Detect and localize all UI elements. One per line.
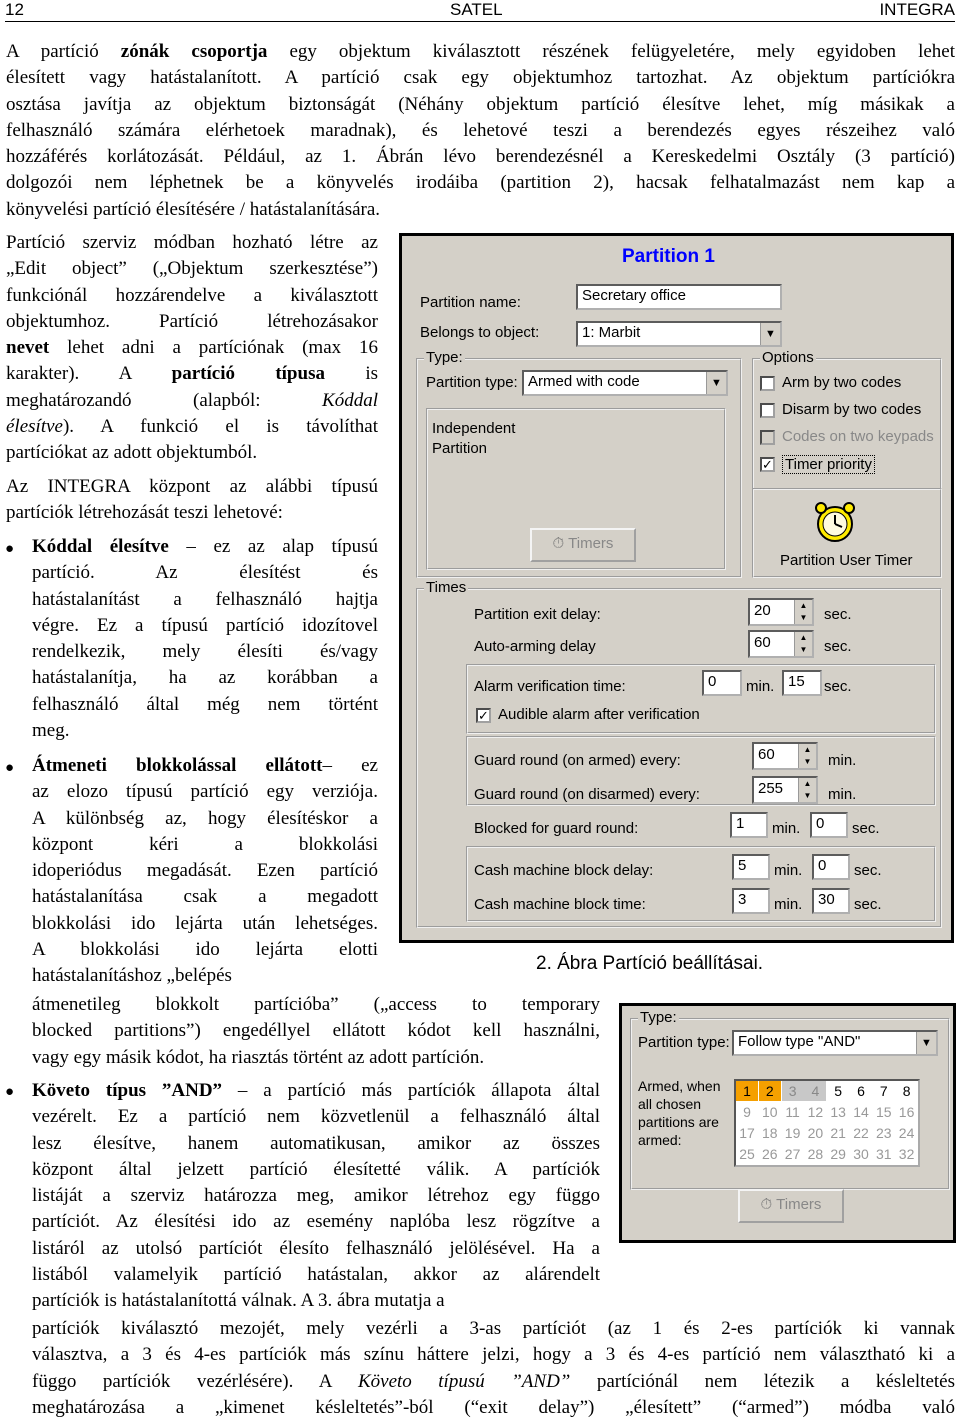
text-line: meghatározása a „kimenet késleltetés”-ból (“exit delay”) „élesített” (“armed”) módba való: [32, 1396, 955, 1418]
guard-round-panel: [466, 736, 936, 806]
partition-cell-15[interactable]: 15: [876, 1104, 892, 1120]
bullet-code-armed: [32, 534, 378, 744]
two-keypads-checkbox: [760, 430, 775, 445]
partition-type-select[interactable]: [522, 370, 728, 396]
text-line: átmenetileg blokkolt partícióba” („access to temporary: [32, 994, 600, 1015]
partition-cell-30[interactable]: 30: [853, 1146, 869, 1162]
text-line: vezérelt. Ez a partíció nem közvetlenül a felhasználó által: [32, 1106, 600, 1128]
blocked-guard-min-unit: min.: [772, 820, 801, 837]
partition-cell-8[interactable]: 8: [902, 1083, 911, 1099]
timers-button-2[interactable]: [738, 1189, 844, 1223]
text-line: idoperiódus megadását. Ezen partíció: [32, 860, 378, 882]
text-line: meg.: [32, 720, 70, 742]
cash-time-min-unit: min.: [774, 896, 803, 913]
text-line: Követo típus ”AND” – a partíció más partíciók állapota által: [32, 1080, 601, 1101]
text-line: hatástalanítást a felhasználó hajtja: [32, 588, 378, 610]
bullet-dot: ●: [5, 541, 15, 557]
type-group-2-title: Type:: [640, 1009, 677, 1026]
cash-time-label: Cash machine block time:: [474, 896, 646, 913]
spin-arrows-icon[interactable]: ▲ ▼: [798, 778, 816, 802]
arm-two-codes-checkbox[interactable]: [760, 376, 775, 391]
partition-cell-6[interactable]: 6: [857, 1083, 865, 1099]
text-line: A különbség az, hogy élesítéskor a: [32, 807, 378, 829]
bullet-temporary-block: [32, 753, 378, 990]
guard-disarmed-input[interactable]: [752, 776, 818, 804]
partition-cell-26[interactable]: 26: [762, 1146, 778, 1162]
text-line: felhasználó által még nem történt: [32, 693, 378, 715]
text-line: központ által jelzett partíció élesítetté válik. A partíciók: [32, 1158, 600, 1180]
guard-disarmed-unit: min.: [828, 786, 857, 803]
partition-cell-25[interactable]: 25: [739, 1146, 755, 1162]
partition-cell-29[interactable]: 29: [830, 1146, 846, 1162]
text-line: partíciókat az adott objektumból.: [6, 442, 258, 464]
partition-cell-23[interactable]: 23: [876, 1125, 892, 1141]
partition-type-label: Partition type:: [426, 374, 518, 391]
partition-cell-31[interactable]: 31: [876, 1146, 892, 1162]
cash-delay-sec-input[interactable]: 0: [812, 854, 850, 880]
chevron-down-icon: ▼: [916, 1032, 936, 1054]
text-line: partíciók kiválasztó mezojét, mely vezérli a 3-as partíciót (az 1 és 2-es partíciók ki vannak: [32, 1318, 955, 1339]
text-line: A blokkolási ido lejárta elotti: [32, 939, 378, 961]
text-line: partíciók létrehozását teszi lehetové:: [6, 502, 283, 524]
alarm-clock-icon: [812, 500, 858, 544]
alarm-verification-sec-unit: sec.: [824, 678, 852, 695]
text-line: partíciót. Az élesítési ido az esemény naplóba lesz rögzítve a: [32, 1211, 600, 1233]
partition-cell-16[interactable]: 16: [898, 1104, 915, 1120]
spin-arrows-icon[interactable]: ▲ ▼: [798, 744, 816, 768]
blocked-guard-label: Blocked for guard round:: [474, 820, 639, 837]
guard-disarmed-value: 255: [758, 780, 784, 797]
text-line: Átmeneti blokkolással ellátott– ez: [32, 755, 378, 776]
user-timer-panel: [752, 488, 942, 578]
text-line: listáról az utolsó partíciót élesíto felhasználó jelölésével. Ha a: [32, 1237, 600, 1259]
disarm-two-codes-checkbox[interactable]: [760, 403, 775, 418]
text-line: vagy egy másik kódot, ha riasztás történt az adott partíción.: [32, 1046, 485, 1068]
times-group: [416, 579, 942, 928]
text-line: választva, a 3 és 4-es partíciók más színu háttere jelzi, hogy a 3 és 4-es partíció nem választható ki a: [32, 1344, 955, 1366]
partition-cell-2[interactable]: 2: [759, 1081, 781, 1101]
exit-delay-unit: sec.: [824, 606, 852, 623]
audible-alarm-label: Audible alarm after verification: [498, 706, 700, 723]
text-line: nevet lehet adni a partíciónak (max 16: [6, 337, 378, 359]
blocked-guard-min-input[interactable]: 1: [730, 812, 768, 838]
partition-cell-11[interactable]: 11: [785, 1104, 800, 1120]
partition-cell-28[interactable]: 28: [807, 1146, 824, 1162]
partition-cell-24[interactable]: 24: [898, 1125, 915, 1141]
stopwatch-icon: ⏱: [760, 1196, 773, 1213]
text-line: rendelkezik, mely élesíti és/vagy: [32, 641, 378, 663]
exit-delay-value: 20: [754, 602, 771, 619]
partition-type-value-2: Follow type "AND": [738, 1033, 861, 1050]
page-header: [5, 0, 955, 22]
blocked-guard-sec-input[interactable]: 0: [810, 812, 848, 838]
text-line: könyvelési partíció élesítésére / hatástalanítására.: [6, 198, 381, 220]
independent-label-line2: Partition: [432, 440, 488, 457]
partition-cell-14[interactable]: 14: [853, 1104, 869, 1120]
timers-button[interactable]: [530, 528, 636, 562]
chevron-down-icon: ▼: [760, 323, 780, 345]
text-line: lesz élesítve, hanem automatikusan, amikor az összes: [32, 1132, 600, 1154]
bullet-follow-and: [32, 1078, 600, 1315]
disarm-two-codes-label: Disarm by two codes: [782, 401, 922, 418]
types-intro-paragraph: [6, 474, 378, 527]
partition-selector-grid: [734, 1079, 920, 1167]
options-group-title: Options: [762, 349, 814, 366]
partition-cell-13[interactable]: 13: [830, 1104, 846, 1120]
timers-button-label: Timers: [568, 535, 614, 552]
partition-cell-12[interactable]: 12: [807, 1104, 824, 1120]
text-line: funkciónál hozzárendelve a kiválasztott: [6, 284, 378, 306]
spin-arrows-icon[interactable]: ▲ ▼: [794, 632, 812, 656]
belongs-to-object-label: Belongs to object:: [420, 324, 540, 341]
partition-cell-17[interactable]: 17: [739, 1125, 755, 1141]
cash-delay-min-unit: min.: [774, 862, 803, 879]
cash-delay-label: Cash machine block delay:: [474, 862, 654, 879]
exit-delay-input[interactable]: [748, 598, 814, 626]
cash-time-sec-unit: sec.: [854, 896, 882, 913]
text-line: objektumhoz. Partíció létrehozásakor: [6, 310, 378, 332]
two-keypads-label: Codes on two keypads: [782, 428, 934, 445]
partition-cell-10[interactable]: 10: [762, 1104, 778, 1120]
partition-cell-19[interactable]: 19: [784, 1125, 801, 1141]
alarm-verification-panel: [466, 664, 936, 734]
guard-armed-value: 60: [758, 746, 775, 763]
auto-arming-unit: sec.: [824, 638, 852, 655]
text-line: Kóddal élesítve – ez az alap típusú: [32, 536, 378, 557]
partition-cell-7[interactable]: 7: [879, 1083, 888, 1099]
text-line: hatástalanítása csak a megadott: [32, 886, 378, 908]
text-line: hatástalanításhoz „belépés: [32, 965, 232, 987]
armed-when-line3: partitions are: [638, 1114, 719, 1130]
text-line: hatástalanítja, ha az korábban a: [32, 667, 378, 689]
partition-cell-4[interactable]: 4: [804, 1081, 826, 1101]
chevron-down-icon: ▼: [706, 372, 726, 394]
partition-creation-paragraph: [6, 230, 378, 467]
figure-caption: 2. Ábra Partíció beállításai.: [536, 953, 764, 974]
alarm-verification-min-input[interactable]: 0: [702, 670, 742, 696]
bullet-dot: ●: [5, 760, 15, 776]
belongs-to-object-value: 1: Marbit: [582, 324, 641, 341]
partition-cell-5[interactable]: 5: [834, 1083, 843, 1099]
partition-name-input[interactable]: Secretary office: [576, 284, 782, 310]
armed-when-line4: armed:: [638, 1132, 682, 1148]
bullet-temporary-block-continued: [32, 992, 600, 1071]
timers-button-2-label: Timers: [776, 1196, 822, 1213]
belongs-to-object-select[interactable]: [576, 321, 782, 347]
text-line: függo partíciók vezérlésére). A Követo típusú ”AND” partíciónál nem létezik a késleltetés: [32, 1370, 956, 1392]
partition-cell-27[interactable]: 27: [784, 1146, 801, 1162]
text-line: listából valamelyik partíció hatástalan, akkor az alárendelt: [32, 1264, 600, 1286]
text-line: osztása javítja az objektum biztonságát (Néhány objektum partíció élesítve lehet, míg másikak a: [6, 93, 955, 115]
text-line: élesített vagy hatástalanított. A partíció csak egy objektumhoz tartozhat. Az objektum partíciókra: [6, 67, 955, 89]
armed-when-line1: Armed, when: [638, 1078, 721, 1094]
blocked-guard-sec-unit: sec.: [852, 820, 880, 837]
product-name: INTEGRA: [879, 0, 955, 19]
stopwatch-icon: ⏱: [552, 535, 565, 552]
cash-time-min-input[interactable]: 3: [732, 888, 770, 914]
follow-and-type-dialog: [619, 1003, 956, 1243]
text-line: hozzáférés korlátozását. Például, az 1. Ábrán lévo berendezésnél a Kereskedelmi Osztály (3 partíció): [6, 146, 955, 168]
partition-settings-dialog: [399, 233, 954, 943]
alarm-verification-min-unit: min.: [746, 678, 775, 695]
bullet-dot: ●: [5, 1084, 15, 1100]
guard-armed-unit: min.: [828, 752, 857, 769]
options-group: [752, 349, 942, 490]
text-line: végre. Ez a típusú partíció idozítovel: [32, 614, 378, 636]
dialog-title: Partition 1: [622, 246, 715, 267]
type-group-title: Type:: [426, 349, 463, 366]
text-line: felhasználó számára elérhetoek maradnak), és lehetové teszi a berendezés egyes részeihez való: [6, 119, 955, 141]
intro-paragraph: [6, 39, 955, 223]
user-timer-label: Partition User Timer: [780, 552, 913, 569]
partition-cell-21[interactable]: 21: [830, 1125, 846, 1141]
text-line: blocked partitions”) engedéllyel ellátott kódot kell használni,: [32, 1020, 600, 1042]
arm-two-codes-label: Arm by two codes: [782, 374, 902, 391]
partition-type-label-2: Partition type:: [638, 1034, 730, 1051]
text-line: központ kéri a blokkolási: [32, 833, 378, 855]
text-line: élesítve). A funkció el is távolíthat: [6, 416, 378, 438]
text-line: „Edit object” („Objektum szerkesztése”): [6, 258, 378, 280]
partition-name-label: Partition name:: [420, 294, 521, 311]
timer-priority-label: Timer priority: [782, 455, 875, 474]
text-line: listáját a szerviz határozza meg, amikor létrehoz egy függo: [32, 1185, 600, 1207]
times-group-title: Times: [426, 579, 467, 596]
partition-cell-20[interactable]: 20: [807, 1125, 824, 1141]
text-line: A partíció zónák csoportja egy objektum kiválasztott részének felügyeletére, mely egyidoben lehet: [6, 41, 955, 62]
brand-name: SATEL: [450, 0, 503, 19]
partition-cell-32[interactable]: 32: [898, 1146, 915, 1162]
auto-arming-label: Auto-arming delay: [474, 638, 596, 655]
partition-cell-22[interactable]: 22: [853, 1125, 869, 1141]
armed-when-line2: all chosen: [638, 1096, 702, 1112]
partition-cell-3[interactable]: 3: [782, 1081, 804, 1101]
audible-alarm-checkbox[interactable]: ✓: [476, 708, 491, 723]
auto-arming-value: 60: [754, 634, 771, 651]
partition-type-select-2[interactable]: [732, 1030, 938, 1056]
guard-disarmed-label: Guard round (on disarmed) every:: [474, 786, 700, 803]
exit-delay-label: Partition exit delay:: [474, 606, 601, 623]
independent-label-line1: Independent: [432, 420, 516, 437]
cash-machine-panel: [466, 846, 936, 922]
text-line: Partíció szerviz módban hozható létre az: [6, 232, 378, 253]
cash-delay-sec-unit: sec.: [854, 862, 882, 879]
alarm-verification-sec-input[interactable]: 15: [782, 670, 822, 696]
text-line: az elozo típusú partíció egy verziója.: [32, 781, 378, 803]
spin-arrows-icon[interactable]: ▲ ▼: [794, 600, 812, 624]
page-number: 12: [5, 0, 24, 19]
guard-armed-input[interactable]: [752, 742, 818, 770]
text-line: dolgozói nem léphetnek be a könyvelés irodáiba (partition 2), hacsak felhatalmazást nem kap a: [6, 172, 955, 194]
partition-cell-9[interactable]: 9: [743, 1104, 751, 1120]
text-line: Az INTEGRA központ az alábbi típusú: [6, 476, 378, 497]
auto-arming-input[interactable]: [748, 630, 814, 658]
text-line: meghatározandó (alapból: Kóddal: [6, 389, 378, 411]
text-line: partíciók is hatástalanítottá válnak. A 3. ábra mutatja a: [32, 1290, 445, 1312]
cash-time-sec-input[interactable]: 30: [812, 888, 850, 914]
guard-armed-label: Guard round (on armed) every:: [474, 752, 681, 769]
alarm-verification-label: Alarm verification time:: [474, 678, 626, 695]
bullet-follow-and-continued: [32, 1316, 955, 1421]
text-line: karakter). A partíció típusa is: [6, 363, 378, 385]
partition-cell-1[interactable]: 1: [736, 1081, 758, 1101]
partition-type-value: Armed with code: [528, 373, 640, 390]
text-line: partíció. Az élesítést és: [32, 562, 378, 584]
partition-cell-18[interactable]: 18: [762, 1125, 778, 1141]
timer-priority-checkbox[interactable]: ✓: [760, 457, 775, 472]
text-line: blokkolási ido lejárta után lehetséges.: [32, 912, 378, 934]
cash-delay-min-input[interactable]: 5: [732, 854, 770, 880]
